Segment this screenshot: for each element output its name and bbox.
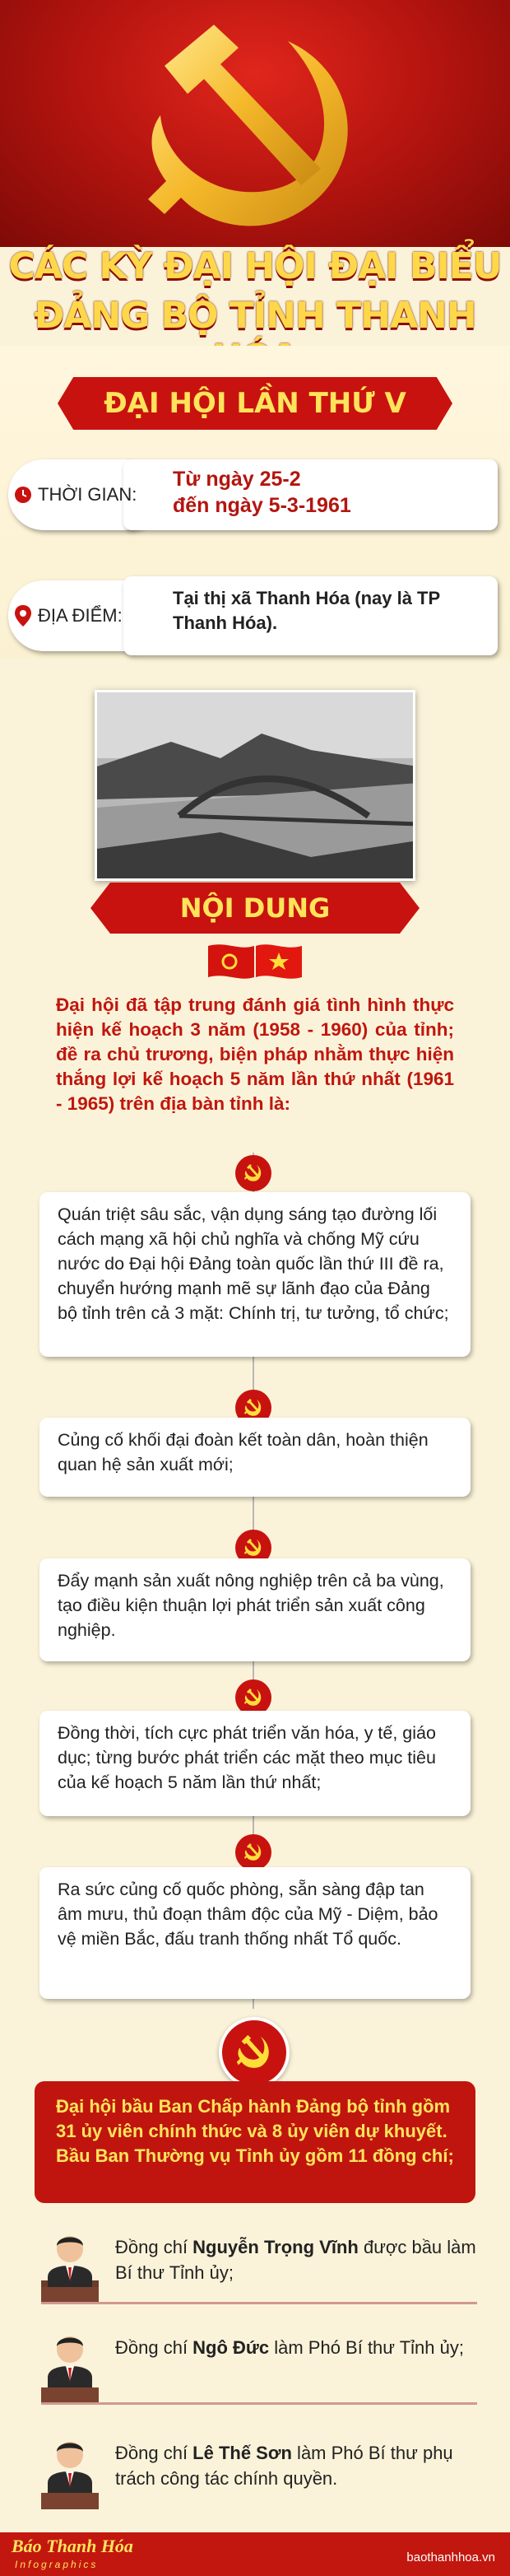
person-name: Nguyễn Trọng Vĩnh <box>192 2237 359 2257</box>
person-name: Ngô Đức <box>192 2337 270 2358</box>
place-label-text: ĐỊA ĐIỂM: <box>38 605 123 626</box>
hero-banner <box>0 0 510 247</box>
page-title-line2: ĐẢNG BỘ TỈNH THANH <box>34 295 476 337</box>
location-pin-icon <box>13 604 33 627</box>
footer-sub: Infographics <box>15 2559 99 2570</box>
time-label-text: THỜI GIAN: <box>38 484 137 505</box>
person-name: Lê Thế Sơn <box>192 2443 292 2463</box>
hammer-sickle-icon <box>115 8 395 247</box>
person-row <box>25 2429 485 2518</box>
content-item: Đồng thời, tích cực phát triển văn hóa, y tế, giáo dục; từng bước phát triển các mặt theo mục tiêu của kế hoạch 5 năm lần thứ nhất; <box>39 1711 471 1816</box>
content-item: Quán triệt sâu sắc, vận dụng sáng tạo đường lối cách mạng xã hội chủ nghĩa và chống Mỹ cứu nước do Đại hội Đảng toàn quốc lần thứ III đề ra, chuyển hướng mạnh mẽ sự lãnh đạo của Đảng bộ tỉnh trên cả 3 mặt: Chính trị, tư tưởng, tổ chức; <box>39 1192 471 1357</box>
person-row <box>25 2223 485 2312</box>
person-avatar-icon <box>33 2429 107 2511</box>
footer-url[interactable]: baothanhhoa.vn <box>406 2550 495 2564</box>
place-label <box>13 587 123 645</box>
content-item: Ra sức củng cố quốc phòng, sẵn sàng đập tan âm mưu, thủ đoạn thâm độc của Mỹ - Diệm, bảo vệ miền Bắc, đấu tranh thống nhất Tổ quốc. <box>39 1867 471 1999</box>
content-item: Đẩy mạnh sản xuất nông nghiệp trên cả ba vùng, tạo điều kiện thuận lợi phát triển sản xuất công nghiệp. <box>39 1558 471 1661</box>
content-item: Củng cố khối đại đoàn kết toàn dân, hoàn thiện quan hệ sản xuất mới; <box>39 1418 471 1497</box>
time-label <box>13 466 137 524</box>
election-emblem-icon <box>219 2017 290 2088</box>
page-title-line1: CÁC KỲ ĐẠI HỘI ĐẠI BIỂU <box>8 245 502 287</box>
election-summary: Đại hội bầu Ban Chấp hành Đảng bộ tỉnh gồm 31 ủy viên chính thức và 8 ủy viên dự khuyết. Bầu Ban Thường vụ Tỉnh ủy gồm 11 đồng chí; <box>35 2081 475 2203</box>
clock-icon <box>13 485 33 505</box>
bridge-photo <box>95 690 415 881</box>
divider <box>41 2402 477 2405</box>
person-text: Đồng chí Ngô Đức làm Phó Bí thư Tỉnh ủy; <box>115 2337 464 2358</box>
place-value: Tại thị xã Thanh Hóa (nay là TP Thanh Hóa). <box>173 588 440 633</box>
content-heading: NỘI DUNG <box>179 892 331 924</box>
divider <box>41 2302 477 2304</box>
person-avatar-icon <box>33 2323 107 2406</box>
flags-icon <box>202 941 308 985</box>
footer-brand: Báo Thanh Hóa <box>12 2536 133 2556</box>
congress-label: ĐẠI HỘI LẦN THỨ V <box>104 387 406 420</box>
content-intro: Đại hội đã tập trung đánh giá tình hình thực hiện kế hoạch 3 năm (1958 - 1960) của tỉnh; đề ra chủ trương, biện pháp nhằm thực hiện thắng lợi kế hoạch 5 năm lần thứ nhất (1961 - 1965) trên địa bàn tỉnh là: <box>56 995 454 1114</box>
person-avatar-icon <box>33 2223 107 2305</box>
emblem-icon <box>235 1834 271 1870</box>
person-text: Đồng chí Nguyễn Trọng Vĩnh được bầu làm Bí thư Tỉnh ủy; <box>115 2237 476 2283</box>
time-value <box>173 466 351 519</box>
person-row <box>25 2323 485 2412</box>
emblem-icon <box>235 1155 271 1191</box>
time-value-line1: Từ ngày 25-2 <box>173 468 301 491</box>
time-value-line2: đến ngày 5-3-1961 <box>173 494 351 517</box>
person-text: Đồng chí Lê Thế Sơn làm Phó Bí thư phụ trách công tác chính quyền. <box>115 2443 453 2489</box>
